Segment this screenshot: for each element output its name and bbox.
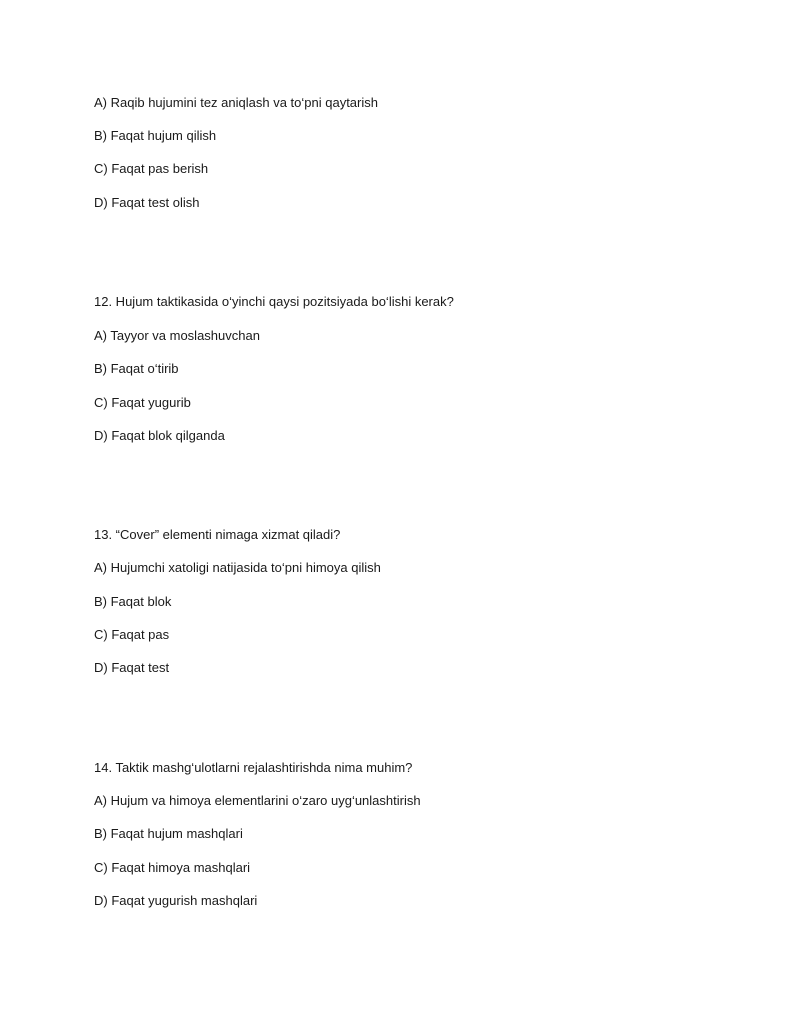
q13-option-b: B) Faqat blok (94, 594, 172, 609)
q12-option-a: A) Tayyor va moslashuvchan (94, 328, 260, 343)
q11-option-d: D) Faqat test olish (94, 195, 200, 210)
q14-option-a: A) Hujum va himoya elementlarini o‘zaro uyg‘unlashtirish (94, 793, 421, 808)
q14-option-c: C) Faqat himoya mashqlari (94, 860, 251, 875)
q11-option-b: B) Faqat hujum qilish (94, 128, 217, 143)
q11-option-a: A) Raqib hujumini tez aniqlash va to‘pni qaytarish (94, 95, 378, 110)
q12-option-b: B) Faqat o‘tirib (94, 361, 179, 376)
q14-question: 14. Taktik mashg‘ulotlarni rejalashtirishda nima muhim? (94, 760, 413, 775)
q11-option-c: C) Faqat pas berish (94, 161, 209, 176)
q12-option-c: C) Faqat yugurib (94, 395, 191, 410)
q13-option-c: C) Faqat pas (94, 627, 170, 642)
q12-question: 12. Hujum taktikasida o‘yinchi qaysi pozitsiyada bo‘lishi kerak? (94, 294, 454, 309)
q14-option-b: B) Faqat hujum mashqlari (94, 826, 243, 841)
q13-question: 13. “Cover” elementi nimaga xizmat qiladi? (94, 527, 341, 542)
q14-option-d: D) Faqat yugurish mashqlari (94, 893, 258, 908)
q12-option-d: D) Faqat blok qilganda (94, 428, 225, 443)
q13-option-d: D) Faqat test (94, 660, 170, 675)
q13-option-a: A) Hujumchi xatoligi natijasida to‘pni himoya qilish (94, 560, 381, 575)
